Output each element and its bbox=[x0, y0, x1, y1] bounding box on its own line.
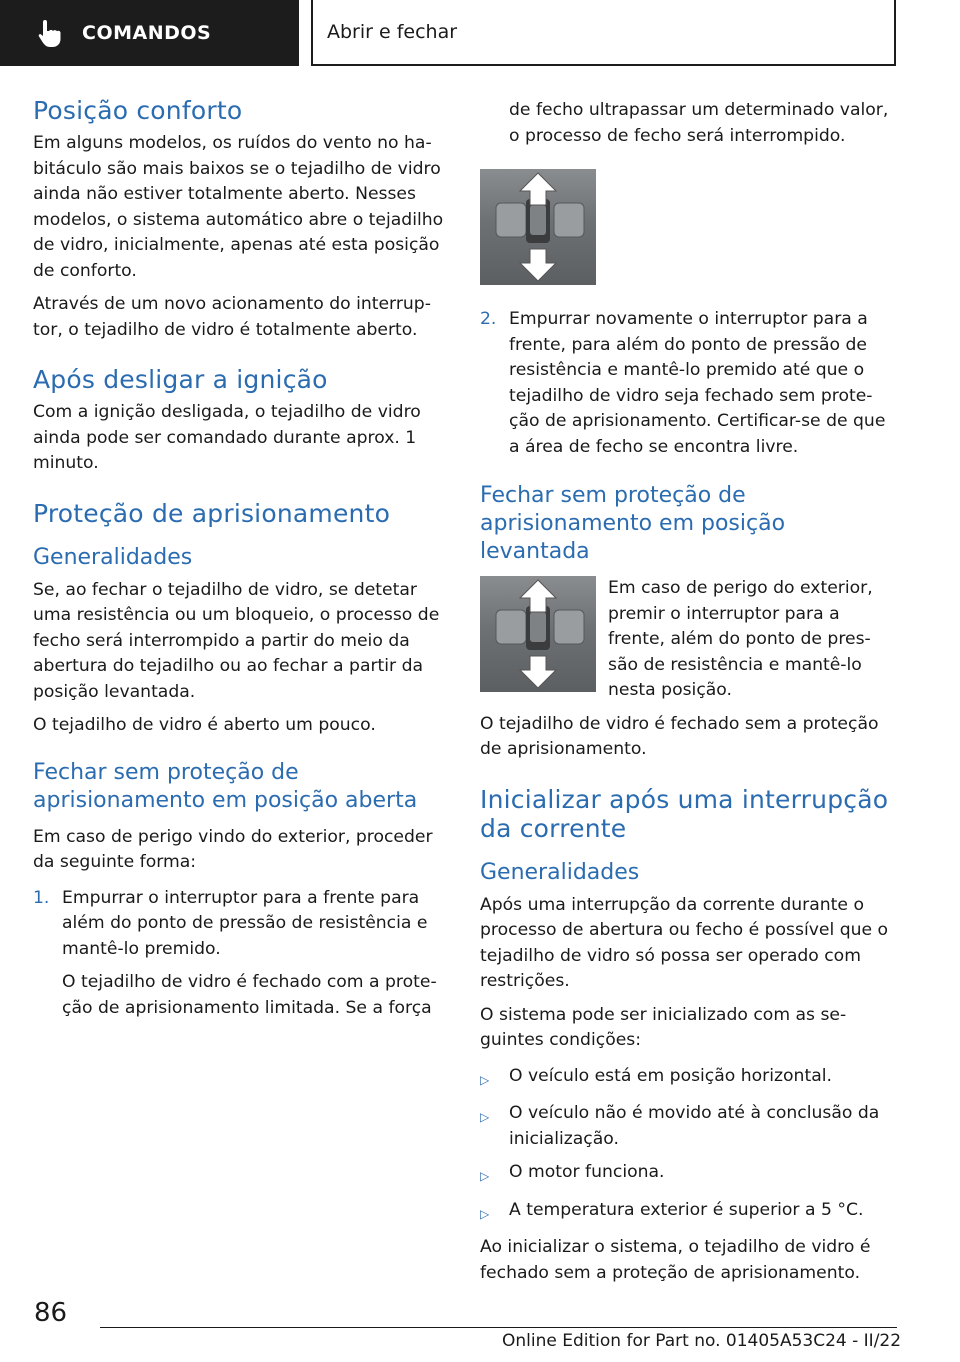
list-item bbox=[480, 1101, 894, 1152]
figure-row bbox=[480, 576, 894, 704]
paragraph: O tejadilho de vidro é fechado com a proteção de aprisionamento limitada. Se a força bbox=[62, 972, 437, 1018]
right-column bbox=[480, 98, 894, 1286]
list-item bbox=[33, 886, 447, 963]
paragraph: Em caso de perigo vindo do exterior, proceder da seguinte forma: bbox=[33, 826, 433, 872]
heading-posicao-conforto: Posição conforto bbox=[33, 96, 243, 125]
bullet-text: O veículo está em posição horizontal. bbox=[509, 1065, 832, 1086]
subheading-generalidades: Generalidades bbox=[480, 859, 640, 885]
paragraph: Através de um novo acionamento do interruptor, o tejadilho de vidro é totalmente aberto. bbox=[33, 294, 431, 340]
list-item bbox=[480, 307, 894, 460]
heading-protecao-aprisionamento: Proteção de aprisionamento bbox=[33, 498, 391, 528]
triangle-bullet-icon: ▷ bbox=[480, 1072, 490, 1087]
bullet-text: A temperatura exterior é superior a 5 °C. bbox=[509, 1199, 864, 1220]
edition-note: Online Edition for Part no. 01405A53C24 - II/22 bbox=[502, 1331, 902, 1351]
step-text: Empurrar novamente o interruptor para a frente, para além do ponto de pressão de resistência e mantê-lo premido até que o tejadilho de vidro seja fechado sem proteção de aprisionamento. Certificar-se de que a área de fecho se encontra livre. bbox=[509, 309, 886, 457]
bullet-text: O veículo não é movido até à conclusão da inicialização. bbox=[509, 1103, 880, 1149]
subsection-title: Abrir e fechar bbox=[327, 21, 458, 43]
bullet-text: O motor funciona. bbox=[509, 1162, 665, 1182]
paragraph: O tejadilho de vidro é fechado sem a proteção de aprisionamento. bbox=[480, 713, 879, 759]
paragraph: Após uma interrupção da corrente durante o processo de abertura ou fecho é possível que o tejadilho de vidro só possa ser operado com restrições. bbox=[480, 894, 889, 991]
heading-apos-desligar-ignicao: Após desligar a ignição bbox=[33, 365, 328, 394]
list-item bbox=[480, 1064, 894, 1094]
paragraph: Se, ao fechar o tejadilho de vidro, se detetar uma resistência ou um bloqueio, o processo de fecho será interrompido a partir do meio da abertura do tejadilho ou ao fechar a partir da posição levantada. bbox=[33, 579, 440, 702]
paragraph: O sistema pode ser inicializado com as seguintes condições: bbox=[480, 1004, 847, 1050]
subsection-header bbox=[311, 0, 896, 66]
paragraph: Ao inicializar o sistema, o tejadilho de vidro é fechado sem a proteção de aprisionamento. bbox=[480, 1237, 871, 1283]
step-number: 2. bbox=[480, 309, 497, 329]
list-item bbox=[480, 1198, 894, 1228]
triangle-bullet-icon: ▷ bbox=[480, 1110, 490, 1124]
paragraph: Com a ignição desligada, o tejadilho de vidro ainda pode ser comandado durante aprox. 1 minuto. bbox=[33, 402, 421, 473]
heading-inicializar: Inicializar após uma interrupção da corrente bbox=[480, 784, 889, 843]
roof-switch-photo bbox=[480, 169, 596, 285]
section-header bbox=[0, 0, 299, 66]
paragraph: Em alguns modelos, os ruídos do vento no habitáculo são mais baixos se o tejadilho de vidro ainda não estiver totalmente aberto. Nesses modelos, o sistema automático abre o tejadilho de vidro, inicialmente, apenas até esta posição de conforto. bbox=[33, 133, 444, 281]
step-number: 1. bbox=[33, 887, 50, 908]
pointing-hand-icon bbox=[36, 18, 64, 48]
paragraph: de fecho ultrapassar um determinado valor, o processo de fecho será interrompido. bbox=[509, 100, 889, 146]
page-number: 86 bbox=[34, 1298, 68, 1328]
subheading-posicao-aberta: Fechar sem proteção de aprisionamento em posição aberta bbox=[33, 759, 418, 813]
section-title: COMANDOS bbox=[82, 22, 212, 44]
step-text: Empurrar o interruptor para a frente para além do ponto de pressão de resistência e mantê-lo premido. bbox=[62, 887, 428, 959]
paragraph: O tejadilho de vidro é aberto um pouco. bbox=[33, 715, 376, 735]
roof-switch-photo bbox=[480, 576, 596, 692]
triangle-bullet-icon: ▷ bbox=[480, 1169, 490, 1183]
paragraph: Em caso de perigo do exterior, premir o interruptor para a frente, além do ponto de pressão de resistência e mantê-lo nesta posição. bbox=[608, 578, 873, 700]
list-item bbox=[480, 1160, 894, 1190]
subheading-generalidades: Generalidades bbox=[33, 544, 193, 570]
footer-divider bbox=[100, 1327, 897, 1328]
triangle-bullet-icon: ▷ bbox=[480, 1206, 490, 1221]
switch-arrows-illustration bbox=[480, 576, 596, 692]
left-column bbox=[33, 96, 447, 1021]
subheading-posicao-levantada: Fechar sem proteção de aprisionamento em posição levantada bbox=[480, 483, 786, 564]
switch-arrows-illustration bbox=[480, 169, 596, 285]
